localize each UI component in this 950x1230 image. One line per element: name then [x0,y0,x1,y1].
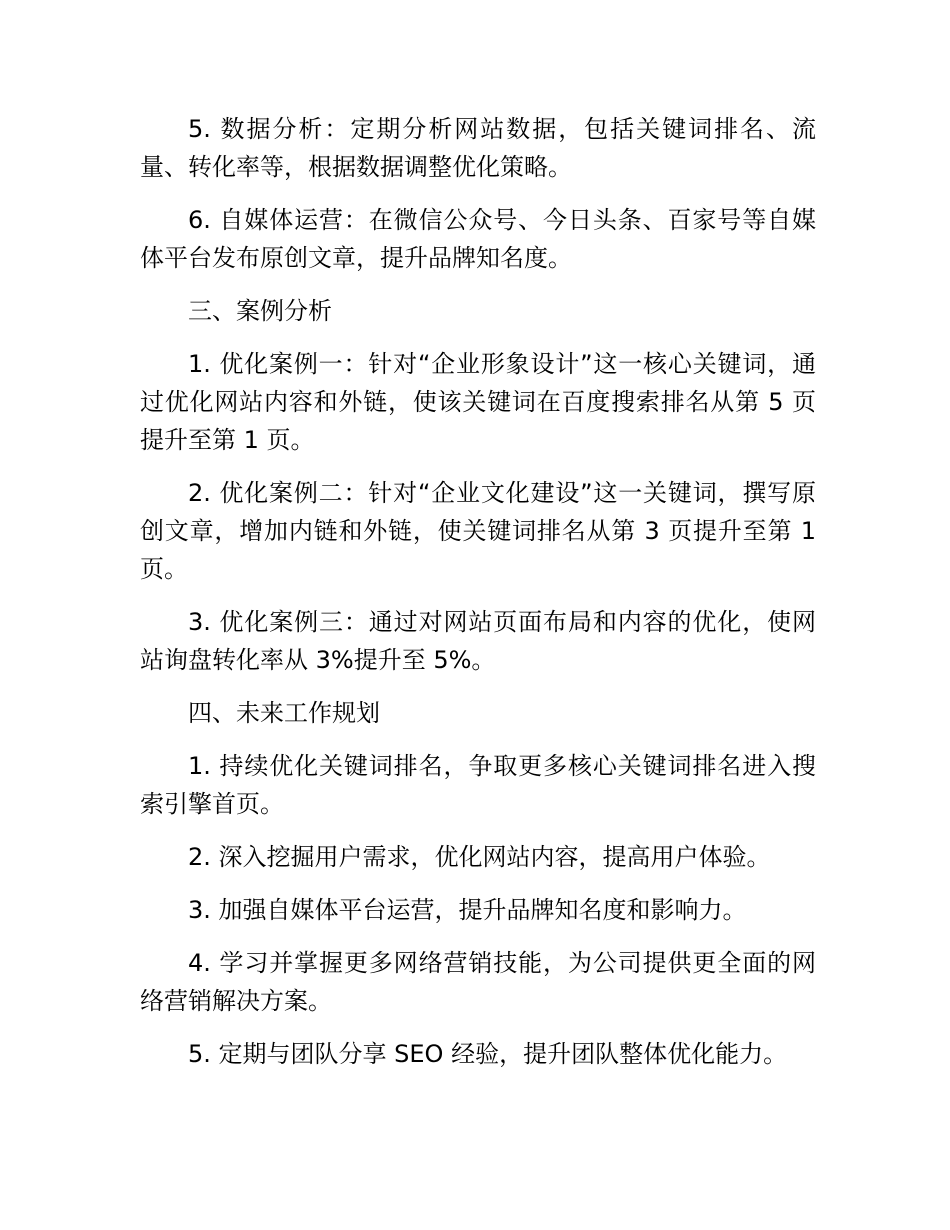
paragraph-case-2: 2. 优化案例二：针对“企业文化建设”这一关键词，撰写原创文章，增加内链和外链，使关键词排名从第 3 页提升至第 1 页。 [140,479,816,583]
paragraph-case-1: 1. 优化案例一：针对“企业形象设计”这一核心关键词，通过优化网站内容和外链，使该关键词在百度搜索排名从第 5 页提升至第 1 页。 [140,350,816,454]
paragraph-plan-3: 3. 加强自媒体平台运营，提升品牌知名度和影响力。 [188,896,747,924]
section-heading-case-analysis: 三、案例分析 [188,297,332,325]
section-heading-future-plan: 四、未来工作规划 [188,699,380,727]
paragraph-plan-5: 5. 定期与团队分享 SEO 经验，提升团队整体优化能力。 [188,1040,788,1068]
document-body [140,110,816,1088]
paragraph-data-analysis: 5. 数据分析：定期分析网站数据，包括关键词排名、流量、转化率等，根据数据调整优化策略。 [140,115,816,181]
paragraph-case-3: 3. 优化案例三：通过对网站页面布局和内容的优化，使网站询盘转化率从 3%提升至 5%。 [140,608,816,674]
paragraph-plan-1: 1. 持续优化关键词排名，争取更多核心关键词排名进入搜索引擎首页。 [140,752,816,818]
paragraph-plan-2: 2. 深入挖掘用户需求，优化网站内容，提高用户体验。 [188,843,771,871]
paragraph-plan-4: 4. 学习并掌握更多网络营销技能，为公司提供更全面的网络营销解决方案。 [140,949,816,1015]
paragraph-self-media: 6. 自媒体运营：在微信公众号、今日头条、百家号等自媒体平台发布原创文章，提升品牌知名度。 [140,206,816,272]
